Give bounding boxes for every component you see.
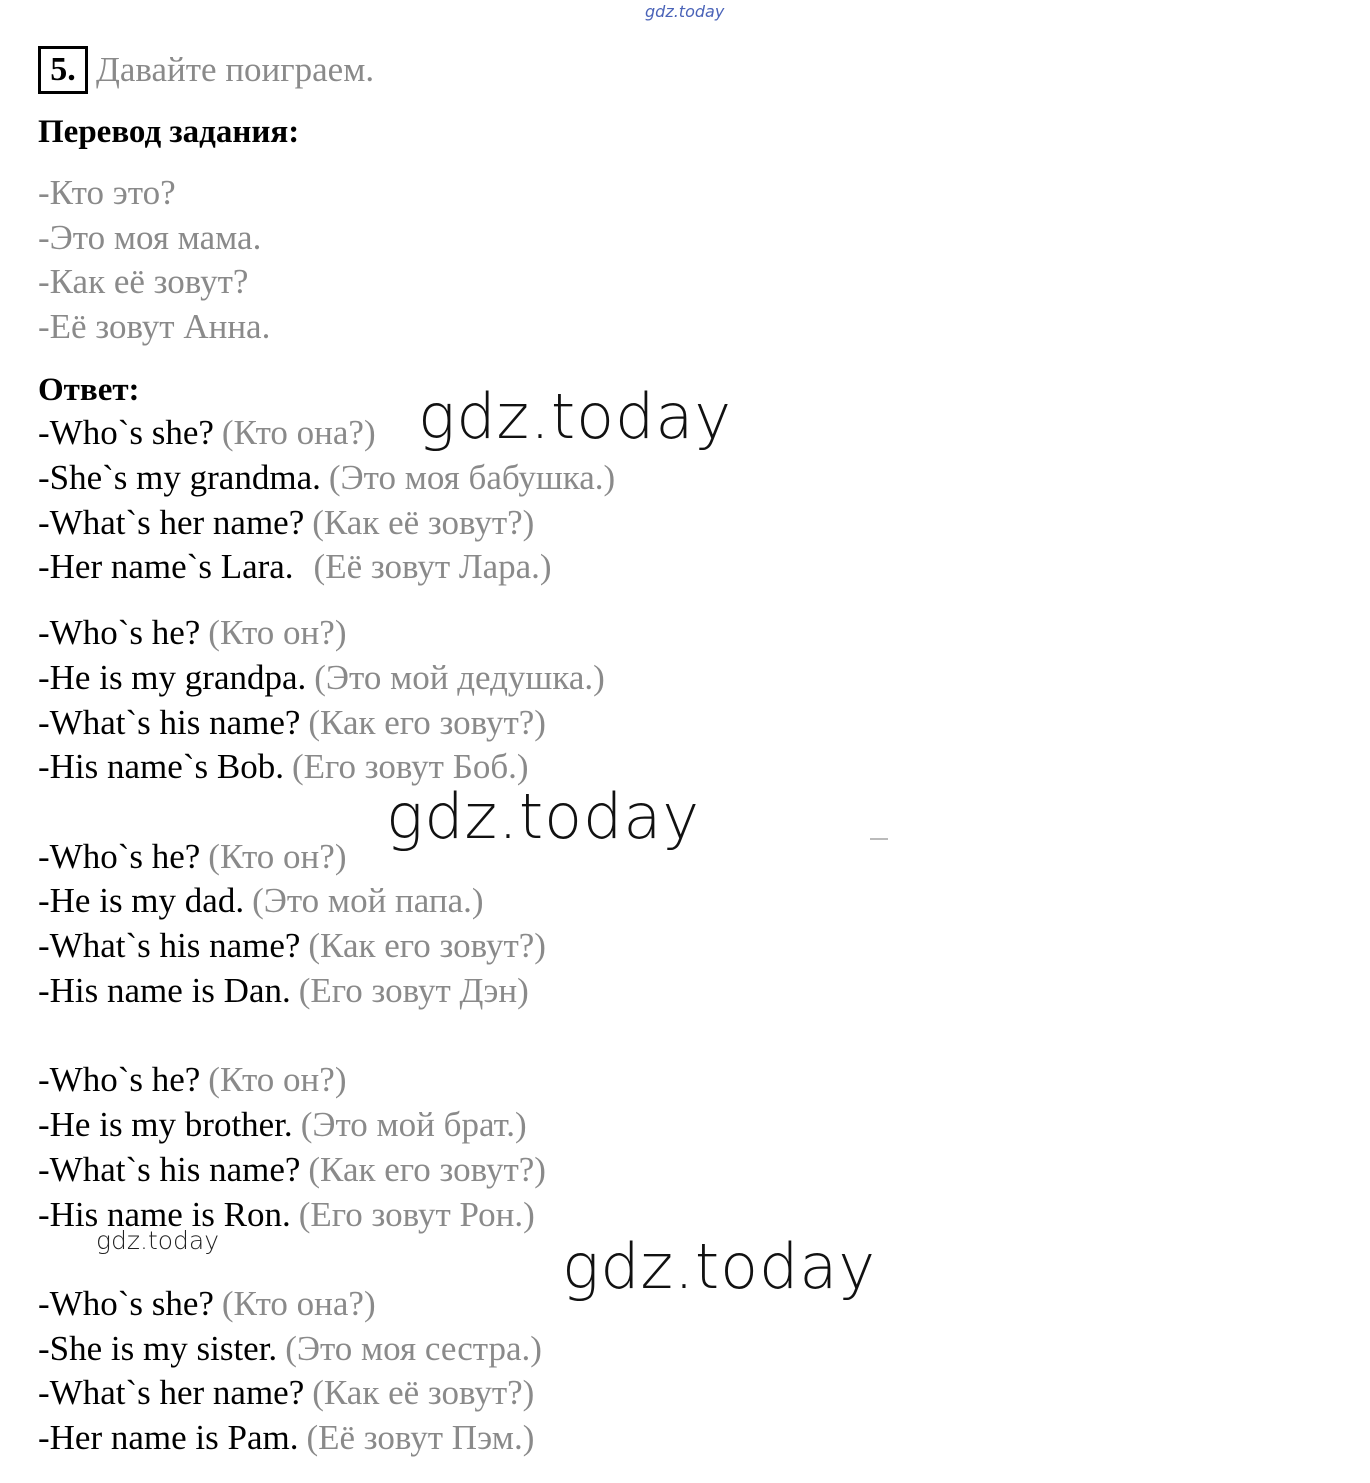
translation-line: -Кто это? xyxy=(38,173,176,212)
answer-russian: (Это моя бабушка.) xyxy=(328,458,616,497)
answer-russian: (Её зовут Лара.) xyxy=(313,547,552,586)
answer-russian: (Её зовут Пэм.) xyxy=(306,1418,535,1457)
answer-english: -He is my grandpa. xyxy=(38,658,307,697)
answer-english: -He is my dad. xyxy=(38,881,245,920)
answer-english: -Who`s he? xyxy=(38,837,201,876)
answer-english: -His name is Dan. xyxy=(38,971,291,1010)
answer-english: -What`s his name? xyxy=(38,926,301,965)
translation-line: -Как её зовут? xyxy=(38,262,249,301)
answer-line xyxy=(38,835,346,879)
answer-russian: (Это мой папа.) xyxy=(252,881,484,920)
answer-english: -What`s his name? xyxy=(38,1150,301,1189)
answer-russian: (Кто он?) xyxy=(208,837,347,876)
answer-line xyxy=(38,1416,534,1460)
answer-english: -What`s her name? xyxy=(38,503,305,542)
watermark-large-3: gdz.today xyxy=(562,1230,877,1303)
answer-line xyxy=(38,1058,346,1102)
scan-artifact xyxy=(870,838,888,840)
task-number: 5. xyxy=(38,46,88,94)
answer-russian: (Кто она?) xyxy=(221,1284,376,1323)
answer-english: -Her name`s Lara. xyxy=(38,547,294,586)
answer-line xyxy=(38,701,546,745)
answer-russian: (Как её зовут?) xyxy=(312,1373,535,1412)
answer-line xyxy=(38,924,546,968)
answer-line xyxy=(38,879,484,923)
watermark-top: gdz.today xyxy=(645,2,725,21)
answer-russian: (Как его зовут?) xyxy=(308,1150,546,1189)
answer-russian: (Это мой брат.) xyxy=(300,1105,527,1144)
translation-heading: Перевод задания: xyxy=(38,114,300,150)
answer-heading: Ответ: xyxy=(38,372,140,408)
answer-english: -His name`s Bob. xyxy=(38,747,284,786)
answer-line xyxy=(38,1327,542,1371)
answer-russian: (Кто он?) xyxy=(208,613,347,652)
answer-russian: (Как его зовут?) xyxy=(308,926,546,965)
answer-english: -He is my brother. xyxy=(38,1105,293,1144)
task-title: Давайте поиграем. xyxy=(96,50,375,89)
answer-line xyxy=(38,1148,546,1192)
answer-russian: (Его зовут Рон.) xyxy=(298,1195,535,1234)
answer-line xyxy=(38,545,552,589)
answer-english: -Who`s she? xyxy=(38,1284,214,1323)
watermark-large-1: gdz.today xyxy=(418,380,733,453)
answer-russian: (Его зовут Дэн) xyxy=(298,971,529,1010)
answer-line xyxy=(38,1193,535,1237)
answer-line xyxy=(38,411,376,455)
answer-english: -His name is Ron. xyxy=(38,1195,291,1234)
answer-english: -She is my sister. xyxy=(38,1329,278,1368)
answer-russian: (Кто она?) xyxy=(221,413,376,452)
answer-line xyxy=(38,1103,527,1147)
watermark-large-2: gdz.today xyxy=(386,780,701,853)
answer-english: -Who`s he? xyxy=(38,1060,201,1099)
answer-line xyxy=(38,969,529,1013)
answer-line xyxy=(38,1282,376,1326)
answer-russian: (Его зовут Боб.) xyxy=(291,747,529,786)
answer-line xyxy=(38,656,605,700)
answer-english: -She`s my grandma. xyxy=(38,458,321,497)
answer-english: -What`s her name? xyxy=(38,1373,305,1412)
answer-russian: (Кто он?) xyxy=(208,1060,347,1099)
answer-russian: (Как её зовут?) xyxy=(312,503,535,542)
answer-russian: (Это моя сестра.) xyxy=(285,1329,542,1368)
answer-english: -What`s his name? xyxy=(38,703,301,742)
answer-line xyxy=(38,456,615,500)
answer-english: -Who`s she? xyxy=(38,413,214,452)
answer-russian: (Это мой дедушка.) xyxy=(314,658,605,697)
answer-line xyxy=(38,1371,534,1415)
answer-line xyxy=(38,501,534,545)
answer-english: -Who`s he? xyxy=(38,613,201,652)
translation-line: -Её зовут Анна. xyxy=(38,307,271,346)
answer-russian: (Как его зовут?) xyxy=(308,703,546,742)
watermark-small: gdz.today xyxy=(96,1226,220,1255)
answer-line xyxy=(38,611,346,655)
answer-line xyxy=(38,745,529,789)
answer-english: -Her name is Pam. xyxy=(38,1418,299,1457)
translation-line: -Это моя мама. xyxy=(38,218,262,257)
